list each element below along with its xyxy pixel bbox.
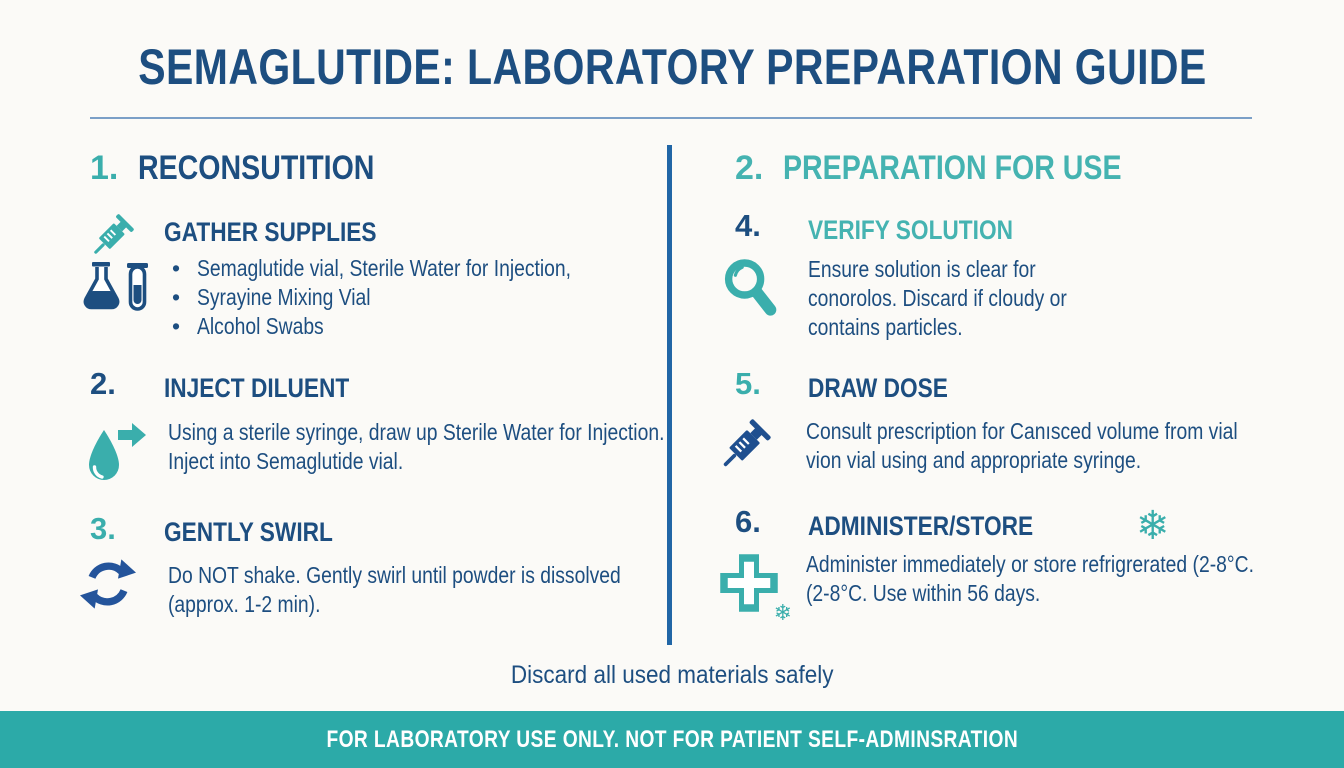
step3-number: 3.: [90, 511, 116, 546]
medical-cross-snowflake-icon: [714, 548, 792, 626]
step1-bullet-3: • Alcohol Swabs: [172, 313, 348, 340]
step5-title: DRAW DOSE: [808, 373, 948, 403]
page-title: [0, 38, 1344, 96]
footer-disclaimer-text: FOR LABORATORY USE ONLY. NOT FOR PATIENT SELF-ADMINSRATION: [326, 725, 1018, 753]
step6-line-1: Administer immediately or store refrigrerated (2-8°C.: [806, 551, 1254, 577]
step5-number: 5.: [735, 366, 761, 401]
page-title-text: SEMAGLUTIDE: LABORATORY PREPARATION GUIDE: [137, 39, 1207, 95]
step2-number: 2.: [90, 366, 116, 401]
left-heading-label: RECONSUTITION: [137, 149, 375, 187]
right-heading-label: PREPARATION FOR USE: [782, 149, 1122, 187]
step4-line-2: conorolos. Discard if cloudy or: [808, 285, 1067, 311]
right-column-heading: [735, 149, 1186, 188]
step3-title: GENTLY SWIRL: [164, 517, 333, 547]
step4-title: VERIFY SOLUTION: [808, 215, 1013, 245]
footer-disclaimer-bar: [0, 711, 1344, 768]
flask-testtube-icon: [78, 258, 160, 329]
step4-line-1: Ensure solution is clear for: [808, 256, 1036, 282]
step1-title: GATHER SUPPLIES: [164, 217, 377, 247]
step6-number: 6.: [735, 504, 761, 539]
step2-line-1: Using a sterile syringe, draw up Sterile Water for Injection.: [168, 419, 665, 445]
step2-title: INJECT DILUENT: [164, 373, 350, 403]
step4-number: 4.: [735, 208, 761, 243]
left-heading-number: 1.: [90, 149, 119, 187]
right-heading-number: 2.: [735, 149, 764, 187]
left-column-heading: [90, 149, 419, 188]
droplet-arrow-icon: [80, 414, 156, 499]
bottom-note: Discard all used materials safely: [510, 661, 834, 689]
swirl-arrows-icon: [76, 552, 140, 621]
step3-line-1: Do NOT shake. Gently swirl until powder is dissolved: [168, 562, 621, 588]
step1-bullet-2: • Syrayine Mixing Vial: [172, 284, 404, 311]
step3-line-2: (approx. 1-2 min).: [168, 591, 321, 617]
step4-line-3: contains particles.: [808, 314, 963, 340]
step6-line-2: (2-8°C. Use within 56 days.: [806, 580, 1041, 606]
small-snowflake-icon: ❄: [773, 601, 792, 626]
syringe-navy-icon: [714, 412, 778, 481]
step6-title: ADMINISTER/STORE: [808, 511, 1034, 541]
magnifier-icon: [720, 254, 784, 341]
snowflake-icon: ❄: [1136, 503, 1170, 549]
step1-bullet-1: • Semaglutide vial, Sterile Water for Injection,: [172, 255, 643, 282]
title-underline: [90, 117, 1252, 119]
step5-line-1: Consult prescription for Canısced volume from vial: [806, 418, 1238, 444]
step2-line-2: Inject into Semaglutide vial.: [168, 448, 404, 474]
step5-line-2: vion vial using and appropriate syringe.: [806, 447, 1142, 473]
